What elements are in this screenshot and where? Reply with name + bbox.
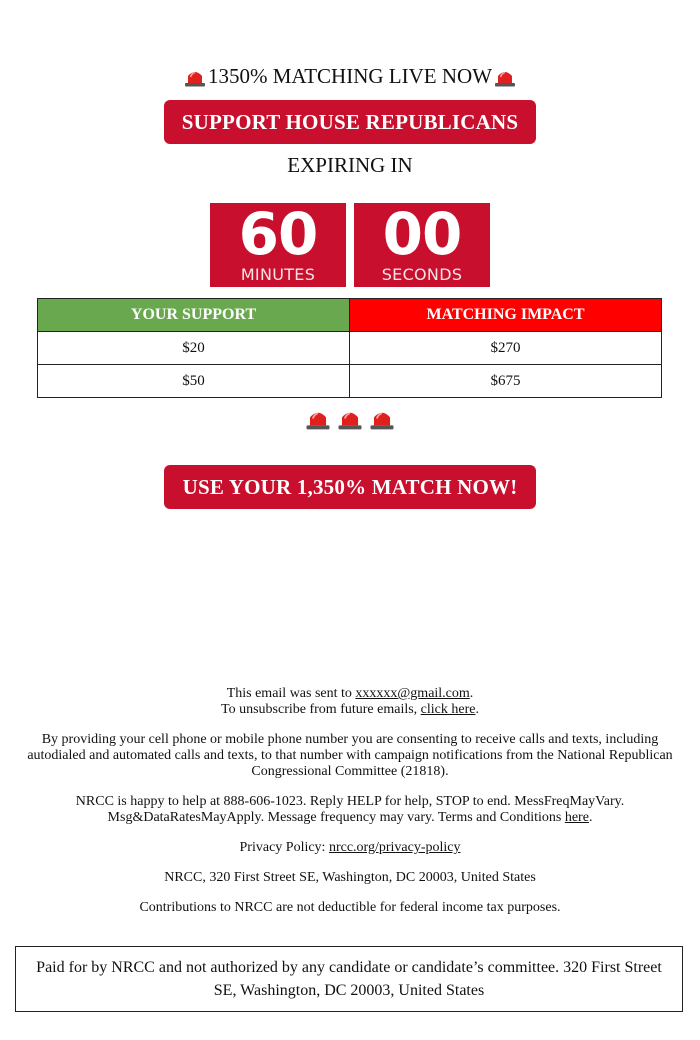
timer-minutes: [210, 200, 346, 287]
help-text-body: NRCC is happy to help at 888-606-1023. Reply HELP for help, STOP to end. MessFreqMayVary. Msg&DataRatesMayApply. Message frequency may vary. Terms and Conditions: [75, 794, 625, 825]
recipient-email-link[interactable]: xxxxxx@gmail.com: [355, 686, 470, 701]
paid-for-disclaimer: [15, 946, 683, 1012]
siren-icon: [369, 407, 395, 430]
header-your-support: YOUR SUPPORT: [38, 299, 350, 332]
table-header-row: [38, 299, 662, 332]
siren-icon: [494, 67, 516, 87]
privacy-prefix: Privacy Policy:: [239, 840, 329, 855]
support-amount[interactable]: $20: [38, 332, 350, 365]
minutes-label: MINUTES: [240, 265, 316, 284]
support-button-label: SUPPORT HOUSE REPUBLICANS: [181, 109, 519, 134]
seconds-value: 00: [382, 200, 462, 268]
matching-table: [37, 298, 662, 398]
help-text: [20, 794, 680, 826]
email-footer: [20, 686, 680, 930]
tax-disclaimer: Contributions to NRCC are not deductible for federal income tax purposes.: [139, 900, 561, 915]
support-amount[interactable]: $50: [38, 365, 350, 398]
table-row[interactable]: [38, 332, 662, 365]
cta-button-label: USE YOUR 1,350% MATCH NOW!: [182, 474, 518, 499]
privacy-policy: [20, 840, 680, 856]
siren-icon: [184, 67, 206, 87]
privacy-policy-link[interactable]: nrcc.org/privacy-policy: [328, 840, 461, 855]
sent-suffix: .: [469, 686, 474, 701]
use-match-now-button[interactable]: [164, 465, 536, 509]
timer-seconds: [354, 200, 490, 287]
sent-to-notice: [20, 686, 680, 718]
unsubscribe-prefix: To unsubscribe from future emails,: [221, 702, 421, 717]
terms-suffix: .: [588, 810, 593, 825]
countdown-timer: [210, 200, 490, 287]
impact-amount[interactable]: $270: [350, 332, 662, 365]
siren-icon: [337, 407, 363, 430]
unsubscribe-link[interactable]: click here: [420, 702, 476, 717]
table-row[interactable]: [38, 365, 662, 398]
postal-address: NRCC, 320 First Street SE, Washington, DC 20003, United States: [164, 870, 536, 885]
paid-for-text: Paid for by NRCC and not authorized by any candidate or candidate’s committee. 320 First Street SE, Washington, DC 20003, United States: [36, 959, 662, 999]
header-matching-impact: MATCHING IMPACT: [350, 299, 662, 332]
siren-icon: [305, 407, 331, 430]
terms-link[interactable]: here: [564, 810, 589, 825]
sirens-row: [0, 407, 700, 430]
expiring-label: EXPIRING IN: [287, 153, 413, 177]
headline-text: 1350% MATCHING LIVE NOW: [207, 64, 493, 88]
headline: [0, 64, 700, 89]
support-house-republicans-button[interactable]: [164, 100, 536, 144]
impact-amount[interactable]: $675: [350, 365, 662, 398]
consent-text: By providing your cell phone or mobile phone number you are consenting to receive calls and texts, including autodialed and automated calls and texts, to that number with campaign notifications from the National Republican Congressional Committee (21818).: [27, 732, 673, 779]
seconds-label: SECONDS: [381, 265, 463, 284]
unsubscribe-suffix: .: [475, 702, 479, 717]
sent-prefix: This email was sent to: [226, 686, 356, 701]
minutes-value: 60: [238, 200, 318, 268]
